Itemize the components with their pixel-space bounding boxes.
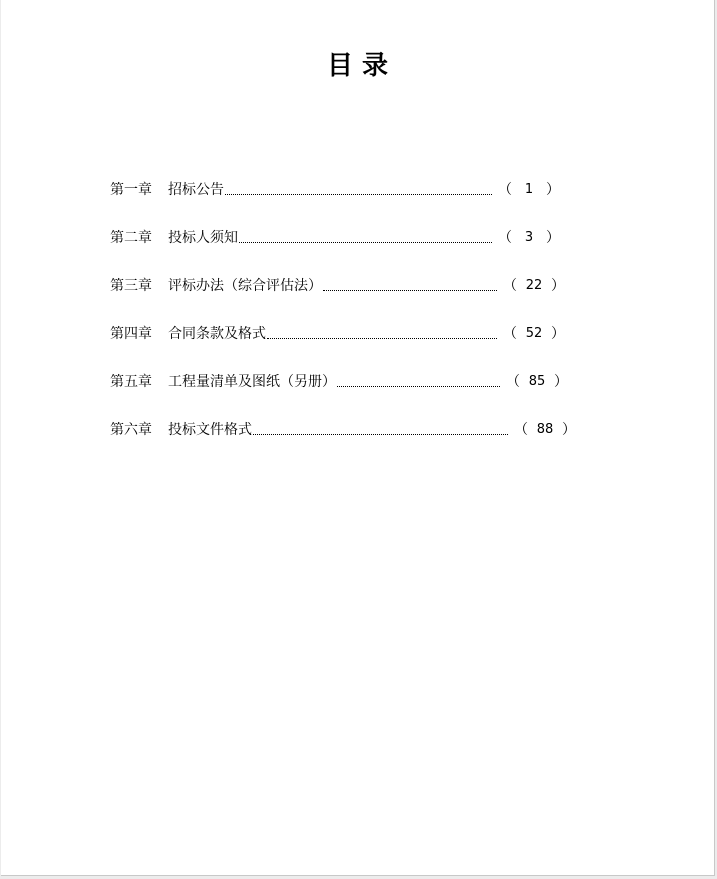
- document-page: [1, 0, 715, 876]
- toc-entry[interactable]: [110, 322, 565, 344]
- toc-open-paren: （: [506, 374, 520, 390]
- toc-chapter-number: 第三章: [110, 278, 152, 294]
- toc-open-paren: （: [498, 182, 512, 198]
- toc-dot-leader: [225, 180, 492, 195]
- toc-chapter-number: 第五章: [110, 374, 152, 390]
- toc-page-number: 88: [536, 421, 554, 437]
- toc-close-paren: ）: [546, 230, 560, 246]
- toc-page-number: 52: [525, 325, 543, 341]
- toc-chapter-number: 第二章: [110, 230, 152, 246]
- toc-dot-leader: [267, 324, 497, 339]
- toc-entry[interactable]: [110, 178, 560, 200]
- toc-open-paren: （: [503, 278, 517, 294]
- toc-close-paren: ）: [554, 374, 568, 390]
- toc-chapter-title: 投标文件格式: [168, 422, 252, 438]
- toc-chapter-title: 合同条款及格式: [168, 326, 266, 342]
- toc-dot-leader: [337, 372, 500, 387]
- toc-entry[interactable]: [110, 274, 565, 296]
- toc-entry[interactable]: [110, 418, 576, 440]
- toc-open-paren: （: [514, 422, 528, 438]
- toc-page-number: 3: [524, 229, 534, 245]
- toc-dot-leader: [239, 228, 492, 243]
- toc-entry[interactable]: [110, 370, 568, 392]
- toc-close-paren: ）: [546, 182, 560, 198]
- toc-open-paren: （: [498, 230, 512, 246]
- toc-page-number: 22: [525, 277, 543, 293]
- toc-close-paren: ）: [551, 278, 565, 294]
- toc-close-paren: ）: [551, 326, 565, 342]
- toc-chapter-number: 第六章: [110, 422, 152, 438]
- toc-entry[interactable]: [110, 226, 560, 248]
- page-title: 目 录: [326, 51, 389, 81]
- toc-chapter-title: 工程量清单及图纸（另册）: [168, 374, 336, 390]
- toc-chapter-title: 招标公告: [168, 182, 224, 198]
- toc-chapter-number: 第一章: [110, 182, 152, 198]
- toc-page-number: 1: [524, 181, 534, 197]
- toc-close-paren: ）: [562, 422, 576, 438]
- toc-dot-leader: [323, 276, 497, 291]
- toc-chapter-title: 投标人须知: [168, 230, 238, 246]
- toc-page-number: 85: [528, 373, 546, 389]
- toc-dot-leader: [253, 420, 508, 435]
- toc-open-paren: （: [503, 326, 517, 342]
- toc-chapter-number: 第四章: [110, 326, 152, 342]
- toc-chapter-title: 评标办法（综合评估法）: [168, 278, 322, 294]
